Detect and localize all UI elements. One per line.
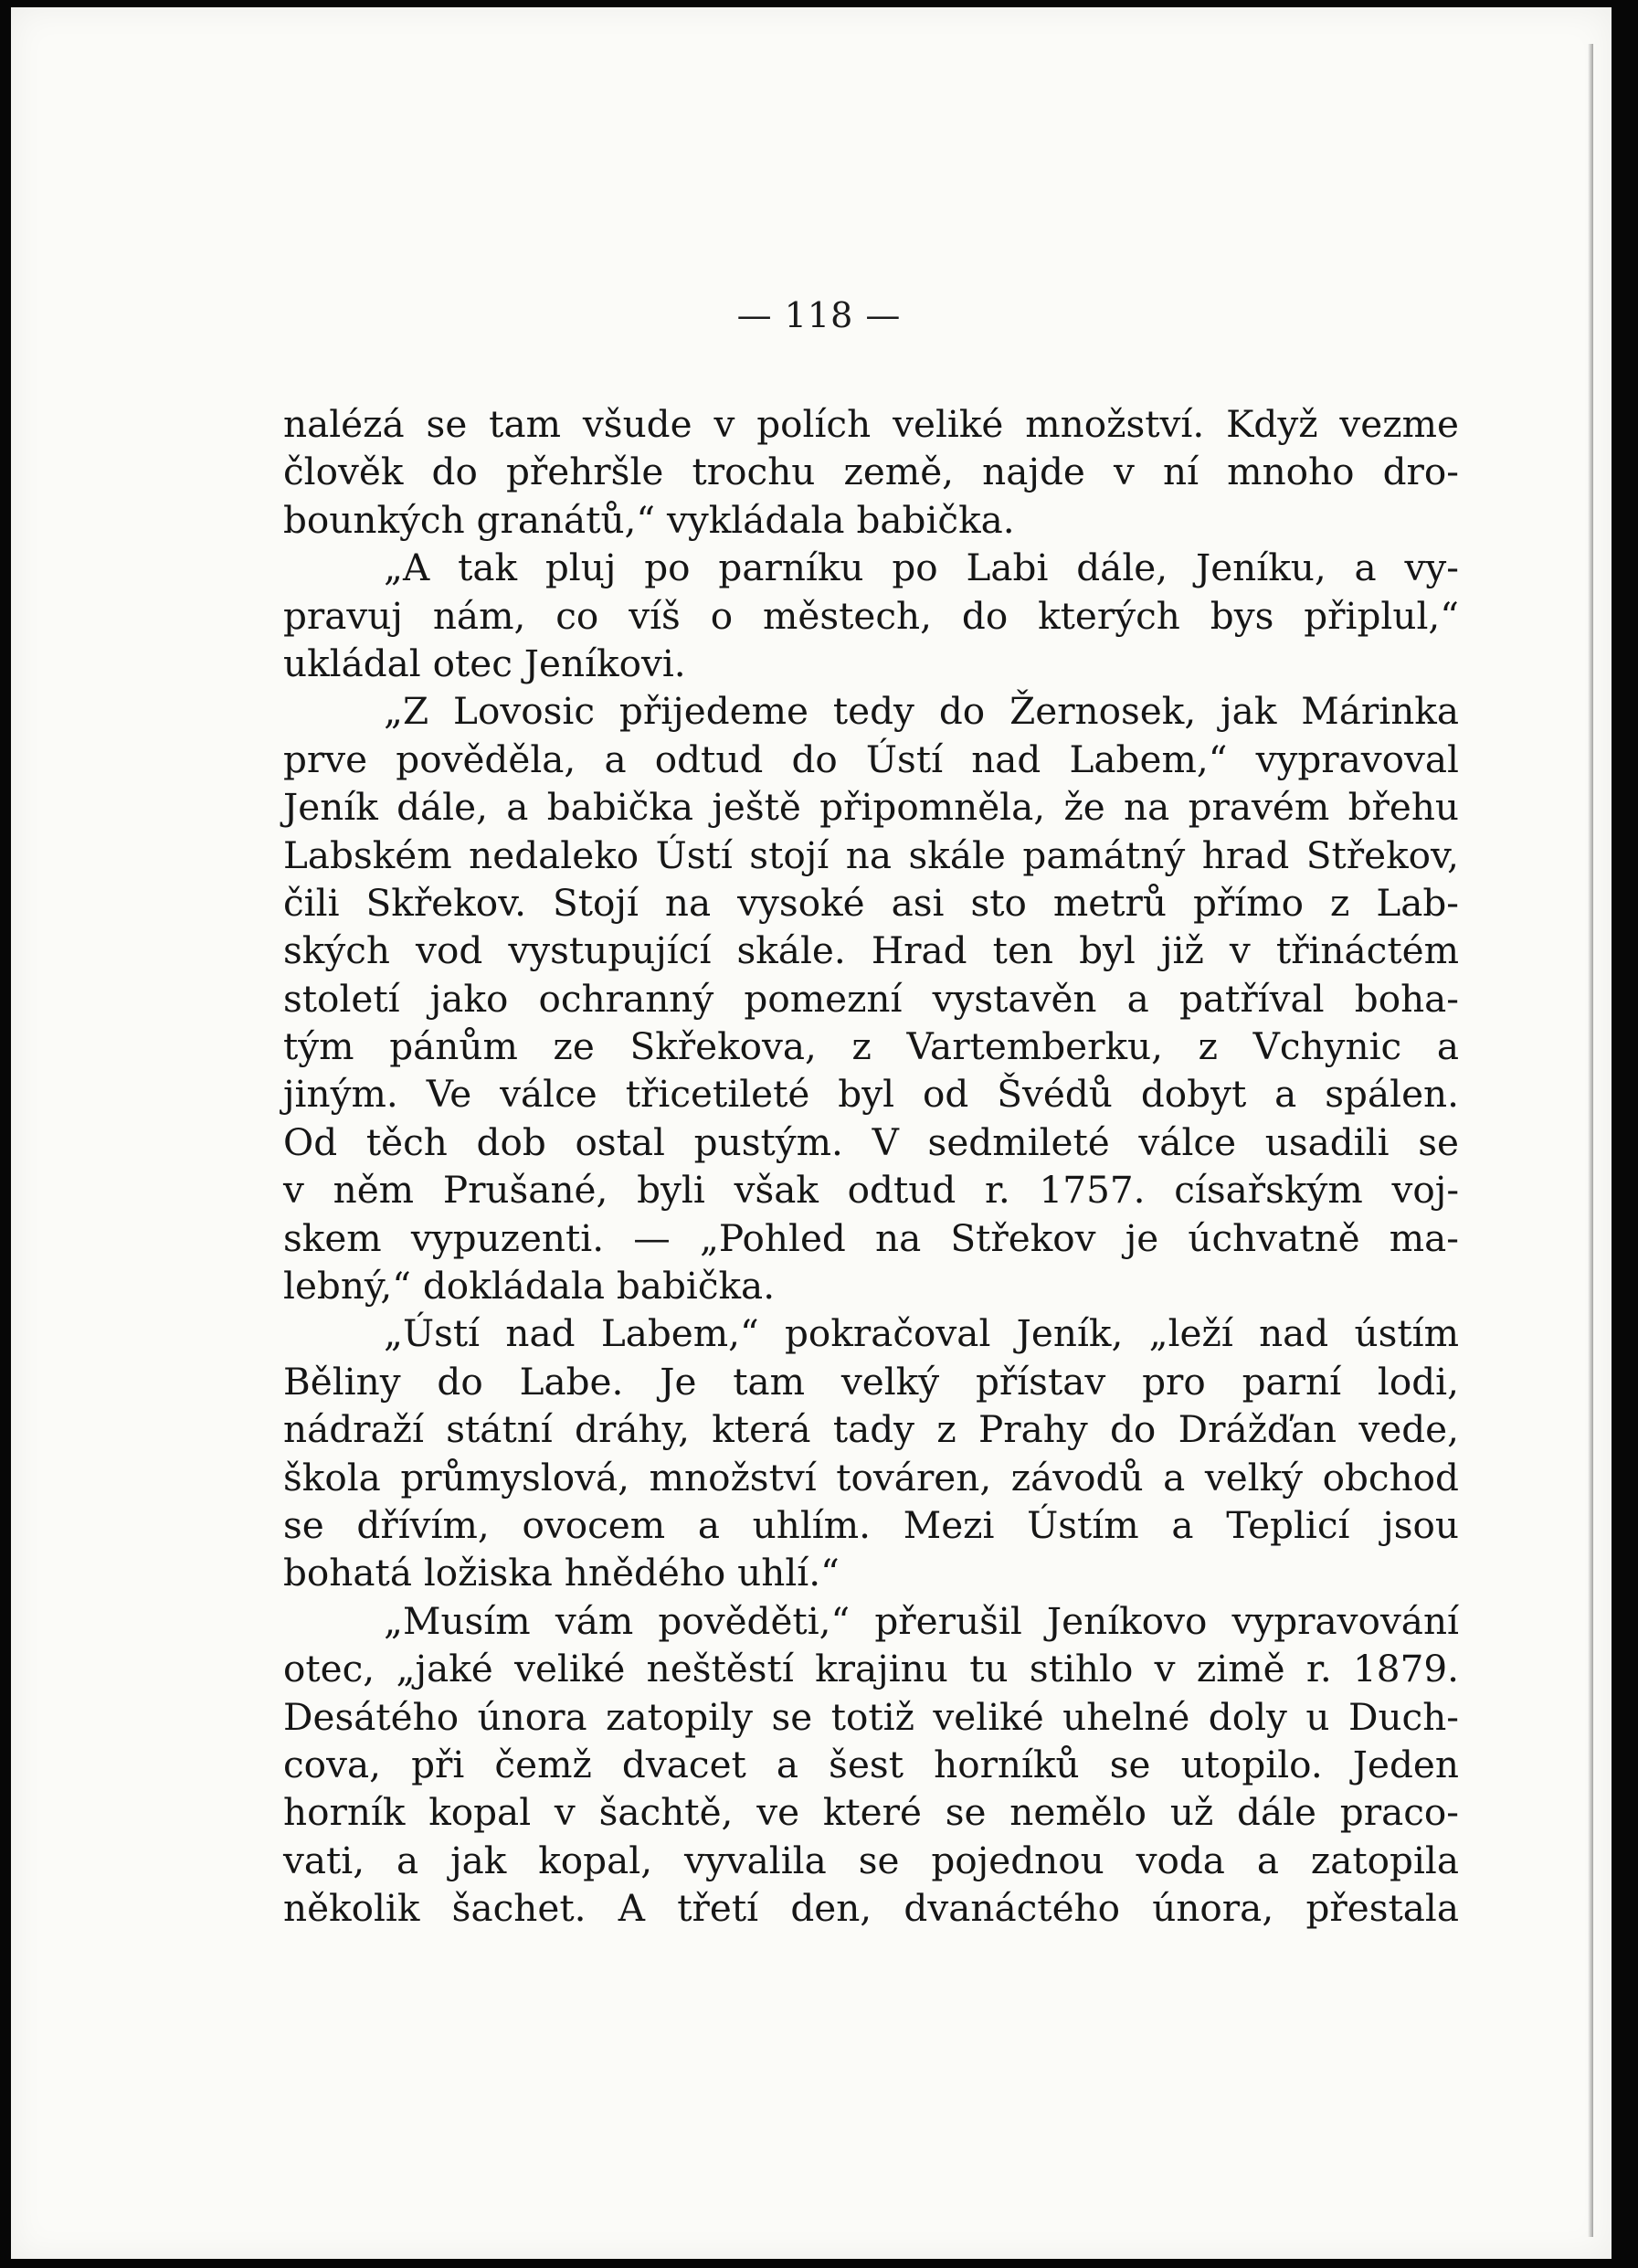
text-line: nádraží státní dráhy, která tady z Prahy do Drážďan vede, [283,1407,1459,1452]
page-number: — 118 — [736,295,902,335]
text-line: bohatá ložiska hnědého uhlí.“ [283,1551,840,1595]
text-line: prve pověděla, a odtud do Ústí nad Labem,“ vypravoval [283,737,1459,781]
text-line: „Z Lovosic přijedeme tedy do Žernosek, jak Márinka [384,689,1459,734]
text-line: Labském nedaleko Ústí stojí na skále památný hrad Střekov, [283,832,1459,877]
text-line: otec, „jaké veliké neštěstí krajinu tu stihlo v zimě r. 1879. [283,1647,1459,1691]
text-line: škola průmyslová, množství továren, závodů a velký obchod [283,1455,1459,1500]
text-line: v něm Prušané, byli však odtud r. 1757. císařským voj- [283,1168,1459,1213]
page-edge-shadow [1588,44,1593,2237]
text-line: ukládal otec Jeníkovi. [283,641,686,685]
text-line: čili Skřekov. Stojí na vysoké asi sto metrů přímo z Lab- [283,880,1459,925]
text-line: cova, při čemž dvacet a šest horníků se utopilo. Jeden [283,1742,1459,1786]
text-line: se dřívím, ovocem a uhlím. Mezi Ústím a Teplicí jsou [283,1502,1459,1547]
text-line: člověk do přehršle trochu země, najde v ní mnoho dro- [283,450,1459,494]
text-line: skem vypuzenti. — „Pohled na Střekov je úchvatně ma- [283,1215,1459,1260]
text-line: ských vod vystupující skále. Hrad ten byl již v třináctém [283,928,1459,973]
text-line: nalézá se tam všude v polích veliké množství. Když vezme [283,402,1459,446]
body-text [283,400,1459,1933]
text-line: jiným. Ve válce třicetileté byl od Švédů dobyt a spálen. [283,1072,1459,1117]
text-line: pravuj nám, co víš o městech, do kterých bys připlul,“ [283,593,1459,638]
text-line: „Musím vám pověděti,“ přerušil Jeníkovo vypravování [384,1598,1459,1643]
text-line: Desátého února zatopily se totiž veliké uhelné doly u Duch- [283,1694,1459,1739]
text-line: „Ústí nad Labem,“ pokračoval Jeník, „leží nad ústím [384,1311,1459,1356]
text-line: lebný,“ dokládala babička. [283,1264,776,1309]
text-line: tým pánům ze Skřekova, z Vartemberku, z Vchynic a [283,1024,1459,1069]
text-line: století jako ochranný pomezní vystavěn a patříval boha- [283,976,1459,1021]
text-line: Běliny do Labe. Je tam velký přístav pro parní lodi, [283,1359,1459,1404]
text-line: vati, a jak kopal, vyvalila se pojednou voda a zatopila [283,1838,1459,1882]
text-line: několik šachet. A třetí den, dvanáctého února, přestala [283,1886,1459,1931]
text-line: bounkých granátů,“ vykládala babička. [283,497,1015,542]
text-line: Od těch dob ostal pustým. V sedmileté válce usadili se [283,1119,1459,1164]
text-line: horník kopal v šachtě, ve které se nemělo už dále praco- [283,1790,1459,1835]
text-line: „A tak pluj po parníku po Labi dále, Jeníku, a vy- [384,546,1459,590]
text-line: Jeník dále, a babička ještě připomněla, že na pravém břehu [283,785,1459,830]
